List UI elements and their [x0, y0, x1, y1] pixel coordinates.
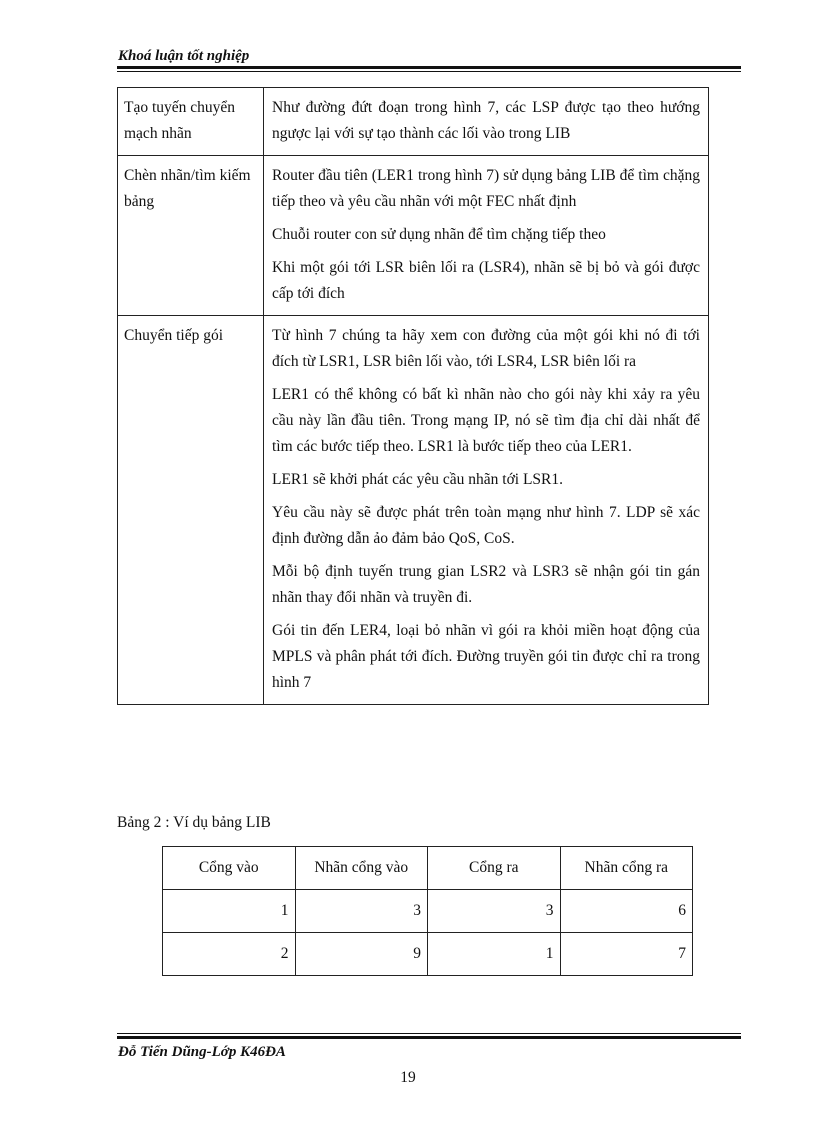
table-cell: 2 — [163, 933, 296, 976]
table-caption: Bảng 2 : Ví dụ bảng LIB — [117, 814, 271, 831]
column-header: Nhãn cổng ra — [560, 847, 693, 890]
table-cell: 3 — [428, 890, 561, 933]
column-header: Nhãn cổng vào — [295, 847, 428, 890]
table-cell: 3 — [295, 890, 428, 933]
row-label: Tạo tuyến chuyển mạch nhãn — [118, 88, 264, 156]
row-label: Chuyển tiếp gói — [118, 316, 264, 705]
row-description — [264, 156, 709, 316]
table-cell: 1 — [163, 890, 296, 933]
paragraph: LER1 có thể không có bất kì nhãn nào cho gói này khi xảy ra yêu cầu này lần đầu tiên. Trong mạng IP, nó sẽ tìm địa chỉ dài nhất để tìm các bước tiếp theo. LSR1 là bước tiếp theo của LER1. — [272, 386, 700, 455]
paragraph: Gói tin đến LER4, loại bỏ nhãn vì gói ra khỏi miền hoạt động của MPLS và phân phát tới đích. Đường truyền gói tin được chỉ ra trong hình 7 — [272, 622, 700, 691]
table-row — [163, 890, 693, 933]
mpls-process-table — [117, 87, 709, 705]
table-row — [118, 156, 709, 316]
paragraph: Như đường đứt đoạn trong hình 7, các LSP được tạo theo hướng ngược lại với sự tạo thành các lối vào trong LIB — [272, 99, 700, 142]
column-header: Cổng ra — [428, 847, 561, 890]
paragraph: Khi một gói tới LSR biên lối ra (LSR4), nhãn sẽ bị bỏ và gói được cấp tới đích — [272, 259, 700, 302]
table-cell: 7 — [560, 933, 693, 976]
paragraph: LER1 sẽ khởi phát các yêu cầu nhãn tới LSR1. — [272, 471, 564, 488]
table-cell: 6 — [560, 890, 693, 933]
paragraph: Router đầu tiên (LER1 trong hình 7) sử dụng bảng LIB để tìm chặng tiếp theo và yêu cầu nhãn với một FEC nhất định — [272, 167, 700, 210]
page-number: 19 — [400, 1069, 416, 1086]
table-cell: 1 — [428, 933, 561, 976]
table-row — [163, 933, 693, 976]
table-row — [118, 316, 709, 705]
paragraph: Chuỗi router con sử dụng nhãn để tìm chặng tiếp theo — [272, 226, 606, 243]
table-cell: 9 — [295, 933, 428, 976]
header-row — [163, 847, 693, 890]
paragraph: Yêu cầu này sẽ được phát trên toàn mạng như hình 7. LDP sẽ xác định đường dẫn ảo đảm bảo QoS, CoS. — [272, 504, 700, 547]
column-header: Cổng vào — [163, 847, 296, 890]
table-row — [118, 88, 709, 156]
header-title: Khoá luận tốt nghiệp — [118, 48, 250, 64]
row-description — [264, 88, 709, 156]
footer-rule — [117, 1033, 741, 1039]
row-label: Chèn nhãn/tìm kiếm bảng — [118, 156, 264, 316]
paragraph: Từ hình 7 chúng ta hãy xem con đường của một gói khi nó đi tới đích từ LSR1, LSR biên lối vào, tới LSR4, LSR biên lối ra — [272, 327, 700, 370]
row-description — [264, 316, 709, 705]
footer-author: Đỗ Tiến Dũng-Lớp K46ĐA — [118, 1044, 286, 1060]
header-rule — [117, 66, 741, 72]
lib-table — [162, 846, 693, 976]
paragraph: Mỗi bộ định tuyến trung gian LSR2 và LSR3 sẽ nhận gói tin gán nhãn thay đổi nhãn và truyền đi. — [272, 563, 700, 606]
